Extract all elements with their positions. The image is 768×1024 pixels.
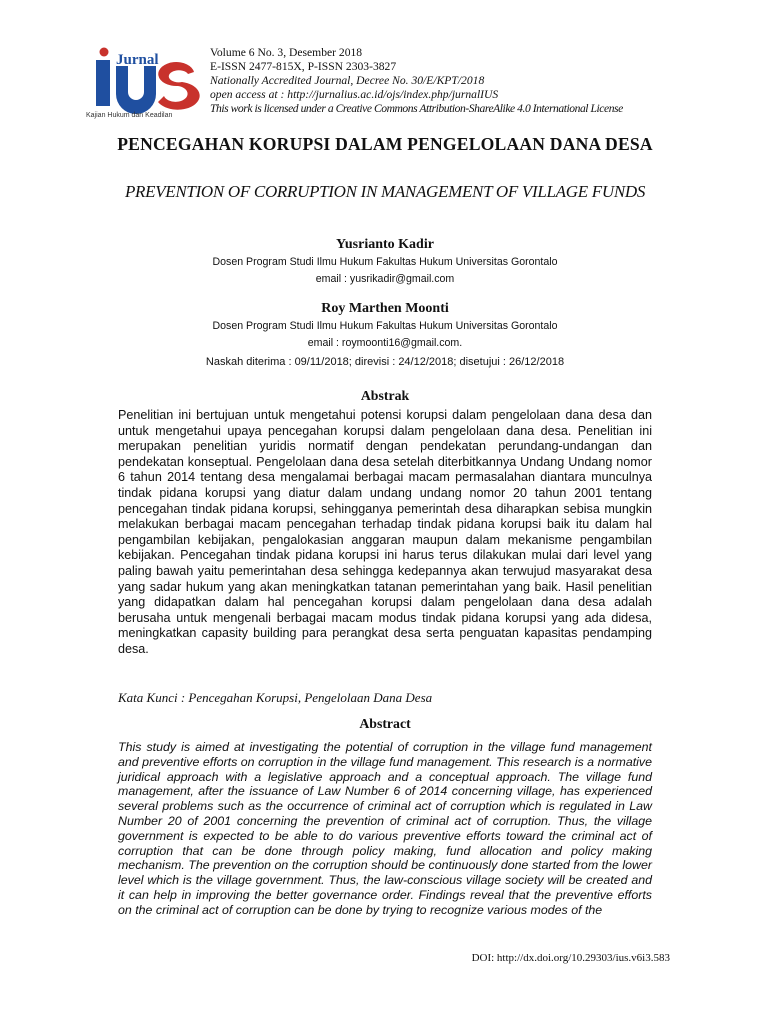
open-access-link[interactable]: open access at : http://jurnalius.ac.id/ojs/index.php/jurnalIUS [210,88,499,101]
author-block [90,236,680,288]
journal-logo [86,44,204,122]
author-email[interactable]: email : roymoonti16@gmail.com. [307,337,463,349]
abstract-heading: Abstract [359,716,411,731]
abstrak-heading: Abstrak [360,388,410,403]
jurnal-ius-logo-icon [86,44,204,122]
volume-info: Volume 6 No. 3, Desember 2018 [210,46,363,59]
abstract-text: This study is aimed at investigating the potential of corruption in the village fund management and preventive efforts on corruption in the village fund management. This research is a normative juridical approach with a legislative approach and a conceptual approach. The village fund management, after the issuance of Law Number 6 of 2014 concerning village, has experienced several problems such as the occurrence of criminal act of corruption which is regulated in Law Number 20 of 2001 concerning the prevention of criminal act of corruption. Thus, the village government is expected to be able to do various preventive efforts toward the criminal act of corruption that can be done through policy making, fund allocation and policy making mechanism. The prevention on the corruption should be continuously done started from the lower level which is the village government. Thus, the law-conscious village society will be created and it can help in improving the better governance order. Findings reveal that the preventive efforts on the criminal act of corruption can be done by trying to recognize various modes of the [118,740,652,917]
logo-word: Jurnal [116,52,159,68]
author-affiliation: Dosen Program Studi Ilmu Hukum Fakultas Hukum Universitas Gorontalo [212,256,558,268]
journal-meta [210,46,680,116]
doi-link[interactable]: DOI: http://dx.doi.org/10.29303/ius.v6i3.583 [471,952,670,964]
paper-title-id: PENCEGAHAN KORUPSI DALAM PENGELOLAAN DANA DESA [117,134,653,154]
abstrak-text: Penelitian ini bertujuan untuk mengetahui potensi korupsi dalam pengelolaan dana desa dan untuk mengetahui upaya pencegahan korupsi dalam pengelolaan dana desa. Penelitian ini merupakan penelitian yuridis normatif dengan pendekatan perundang-undangan dan pendekatan konseptual. Pengelolaan dana desa setelah diterbitkannya Undang Undang nomor 6 tahun 2014 tentang desa mengalamai berbagai macam permasalahan diantara munculnya tindak pidana korupsi yang diatur dalam undang undang nomor 20 tahun 2001 tentang pencegahan tindak pidana korupsi, sehingganya pemerintah desa diharapkan sebisa mungkin melakukan berbagai macam pencegahan terhadap tindak pidana korupsi baik itu dalam hal pengambilan kebijakan, pengalokasian anggaran maupun dalam mekanisme pengambilan kebijakan. Pencegahan tindak pidana korupsi ini harus terus dilakukan mulai dari level yang paling bawah yaitu pemerintahan desa sehingga kedepannya akan terwujud masyarakat desa yang sadar hukum yang akan meningkatkan tatanan pemerintahan yang baik. Hasil penelitian yang didapatkan dalam hal pencegahan korupsi dalam pengelolaan dana desa adalah berusaha untuk mengenali berbagai macam modus tindak pidana korupsi yang ada didesa, meningkatkan capasity building para perangkat desa serta penguatan kapasitas pendamping desa. [118,408,652,656]
paper-title-en: PREVENTION OF CORRUPTION IN MANAGEMENT OF VILLAGE FUNDS [124,182,646,201]
license-info[interactable]: This work is licensed under a Creative Commons Attribution-ShareAlike 4.0 International License [210,102,623,115]
author-name: Yusrianto Kadir [336,237,434,252]
author-affiliation: Dosen Program Studi Ilmu Hukum Fakultas Hukum Universitas Gorontalo [212,320,558,332]
keywords: Kata Kunci : Pencegahan Korupsi, Pengelolaan Dana Desa [118,690,433,705]
issn-info: E-ISSN 2477-815X, P-ISSN 2303-3827 [210,60,397,73]
author-block [90,300,680,352]
author-email[interactable]: email : yusrikadir@gmail.com [315,273,455,285]
logo-caption: Kajian Hukum dan Keadilan [86,112,173,119]
author-name: Roy Marthen Moonti [321,301,449,316]
accreditation-info: Nationally Accredited Journal, Decree No. 30/E/KPT/2018 [210,74,485,87]
submission-dates: Naskah diterima : 09/11/2018; direvisi : 24/12/2018; disetujui : 26/12/2018 [205,356,565,368]
